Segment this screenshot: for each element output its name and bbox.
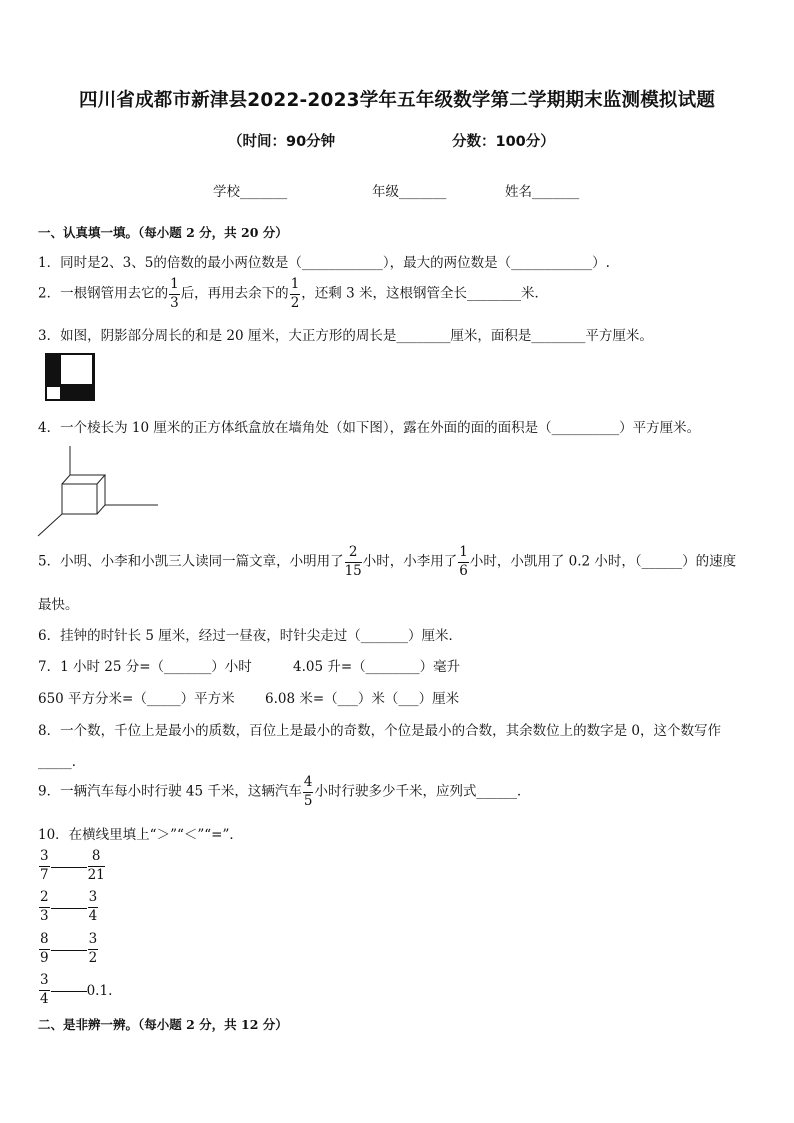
fraction: $\frac{1}{2}$ — [290, 276, 300, 311]
compare-row — [38, 933, 99, 965]
fraction: $\frac{2}{3}$ — [40, 889, 49, 924]
question-4: 4．一个棱长为 10 厘米的正方体纸盒放在墙角处（如下图），露在外面的面的面积是（__________）平方厘米。 — [38, 420, 701, 436]
fraction: $\frac{4}{5}$ — [303, 774, 313, 809]
answer-line — [51, 991, 87, 992]
question-8: 8．一个数，千位上是最小的质数，百位上是最小的奇数，个位是最小的合数，其余数位上的数字是 0，这个数写作 — [38, 723, 721, 739]
fraction: $\frac{8}{9}$ — [40, 931, 49, 966]
compare-row — [38, 891, 99, 923]
compare-value: 0.1. — [86, 983, 113, 999]
fraction: $\frac{1}{6}$ — [459, 544, 468, 579]
cube-corner-figure — [36, 444, 166, 539]
answer-line — [51, 867, 87, 868]
section-heading: 一、认真填一填。（每小题 2 分，共 20 分） — [38, 225, 288, 240]
question-2: 2．一根钢管用去它的 $\frac{1}{3}$ 后，再用去余下的 $\frac{1}{2}$ ，还剩 3 米，这根钢管全长________米． — [38, 276, 548, 311]
question-7-part-a: 7．1 小时 25 分=（_______）小时 — [38, 659, 252, 675]
fraction: $\frac{2}{15}$ — [344, 544, 362, 579]
question-7-part-c: 650 平方分米=（_____）平方米 — [38, 691, 235, 707]
question-8-answer-blank: _____． — [38, 754, 86, 770]
section-heading: 二、是非辨一辨。（每小题 2 分，共 12 分） — [38, 1017, 288, 1032]
question-3: 3．如图，阴影部分周长的和是 20 厘米，大正方形的周长是________厘米，面积是________平方厘米。 — [38, 328, 653, 344]
fraction: $\frac{1}{3}$ — [170, 276, 179, 311]
exam-score: 分数：100分） — [452, 134, 555, 150]
question-5-continued: 最快。 — [38, 597, 79, 613]
compare-row — [38, 850, 106, 882]
square-figure — [44, 352, 96, 402]
question-1: 1．同时是2、3、5的倍数的最小两位数是（____________），最大的两位数是（____________）. — [38, 255, 610, 271]
answer-line — [51, 950, 87, 951]
school-field: 学校_______ — [213, 184, 288, 200]
fraction: $\frac{8}{21}$ — [87, 848, 105, 883]
page-title: 四川省成都市新津县2022-2023学年五年级数学第二学期期末监测模拟试题 — [78, 90, 716, 111]
question-5: 5．小明、小李和小凯三人读同一篇文章，小明用了 $\frac{2}{15}$ 小时，小李用了 $\frac{1}{6}$ 小时，小凯用了 0.2 小时，（______）的速度 — [38, 544, 737, 579]
exam-time: （时间：90分钟 — [228, 134, 336, 150]
answer-line — [51, 908, 87, 909]
question-10: 10．在横线里填上“＞”“＜”“=”． — [38, 827, 243, 843]
fraction: $\frac{3}{2}$ — [88, 931, 98, 966]
question-9: 9．一辆汽车每小时行驶 45 千米，这辆汽车 $\frac{4}{5}$ 小时行驶多少千米，应列式______． — [38, 774, 531, 809]
fraction: $\frac{3}{4}$ — [88, 889, 98, 924]
fraction: $\frac{3}{7}$ — [40, 848, 49, 883]
question-6: 6．挂钟的时针长 5 厘米，经过一昼夜，时针尖走过（_______）厘米． — [38, 628, 463, 644]
fraction: $\frac{3}{4}$ — [40, 972, 49, 1007]
name-field: 姓名_______ — [505, 184, 580, 200]
question-7-part-d: 6.08 米=（___）米（___）厘米 — [265, 691, 460, 707]
question-7-part-b: 4.05 升=（________）毫升 — [293, 659, 461, 675]
compare-row — [38, 974, 112, 1006]
grade-field: 年级_______ — [372, 184, 447, 200]
